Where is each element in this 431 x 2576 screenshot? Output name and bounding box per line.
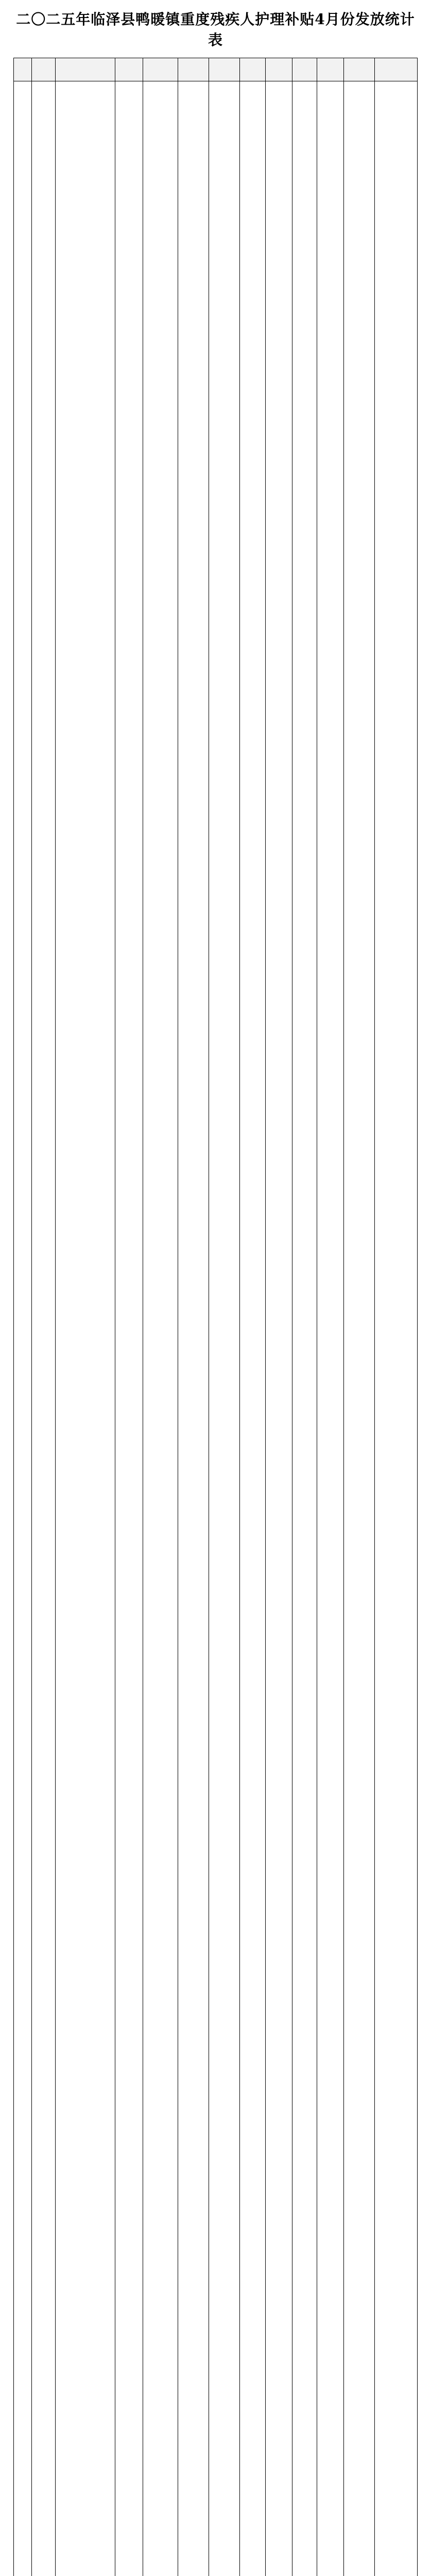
table-column-divider — [239, 58, 240, 2576]
table-column-divider — [374, 58, 375, 2576]
table-column-divider — [265, 58, 266, 2576]
document-title: 二〇二五年临泽县鸭暖镇重度残疾人护理补贴4月份发放统计表 — [16, 11, 415, 48]
table-column-divider — [55, 58, 56, 2576]
table-header-row — [14, 58, 417, 81]
table-column-divider — [343, 58, 344, 2576]
statistics-table — [13, 58, 418, 2576]
table-column-divider — [31, 58, 32, 2576]
